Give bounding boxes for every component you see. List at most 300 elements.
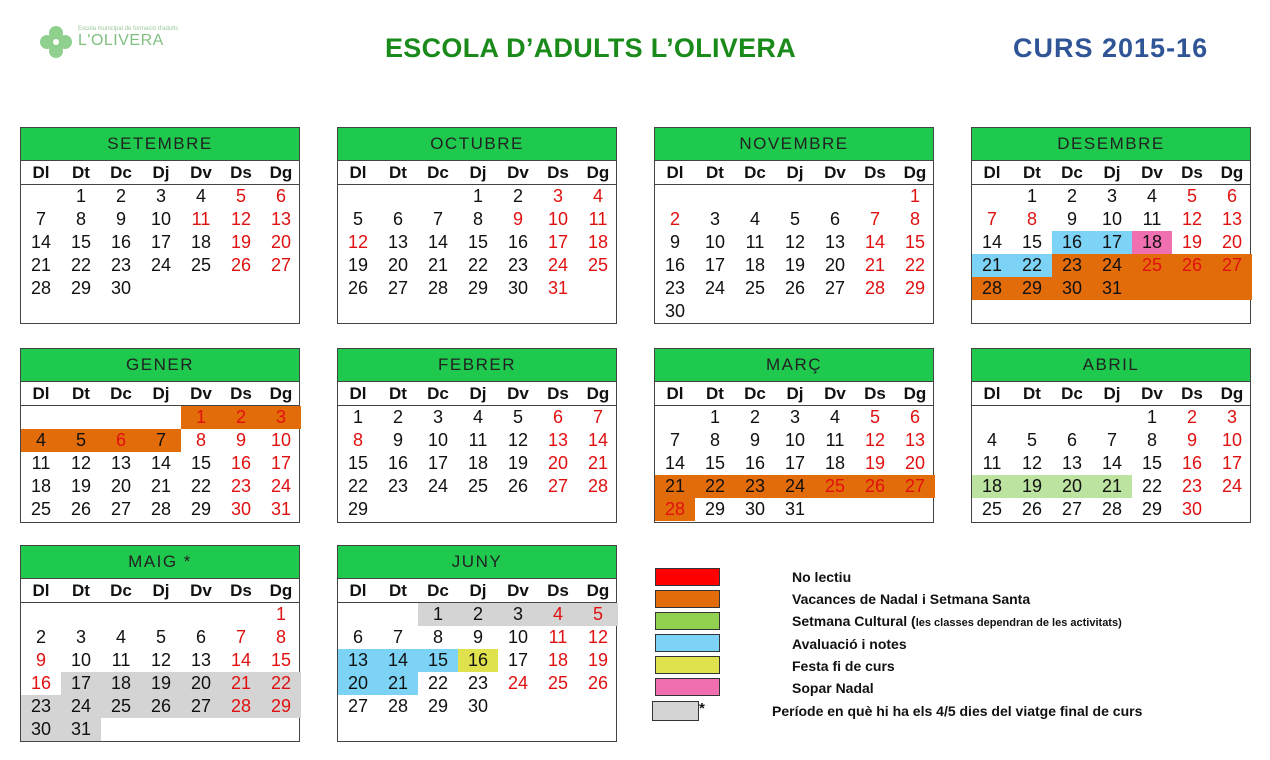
weekday-label: Dg	[1220, 384, 1244, 403]
day-cell: 1	[709, 407, 720, 427]
month-abril	[971, 348, 1251, 523]
day-cell: 17	[784, 453, 806, 473]
empty-cell	[458, 498, 498, 521]
day-cell: 16	[664, 255, 686, 275]
month-març	[654, 348, 934, 523]
day-cell: 10	[784, 430, 806, 450]
month-title: ABRIL	[972, 349, 1250, 382]
day-cell: 16	[744, 453, 766, 473]
weekday-label: Dl	[32, 581, 50, 600]
weekday-label: Dl	[349, 384, 367, 403]
weekday-label: Dj	[469, 163, 487, 182]
day-cell: 11	[548, 627, 568, 647]
empty-cell	[1052, 406, 1092, 429]
day-cell: 12	[347, 232, 369, 252]
weekday-label: Dv	[190, 163, 212, 182]
weekday-label: Dv	[1141, 384, 1163, 403]
day-cell: 16	[458, 649, 498, 672]
weekday-label: Dc	[427, 581, 449, 600]
day-cell: 21	[150, 476, 172, 496]
day-cell: 27	[895, 475, 935, 498]
weekday-label: Dv	[190, 384, 212, 403]
month-title: JUNY	[338, 546, 616, 579]
day-cell: 19	[70, 476, 92, 496]
day-cell: 22	[467, 255, 489, 275]
empty-cell	[1092, 406, 1132, 429]
day-cell: 21	[30, 255, 52, 275]
day-cell: 30	[110, 278, 132, 298]
day-cell: 24	[150, 255, 172, 275]
day-cell: 19	[507, 453, 529, 473]
day-cell: 24	[61, 695, 101, 718]
day-cell: 10	[427, 430, 449, 450]
day-cell: 31	[1092, 277, 1132, 300]
day-cell: 27	[547, 476, 569, 496]
day-cell: 8	[275, 627, 286, 647]
day-grid	[21, 406, 299, 521]
day-cell: 25	[981, 499, 1003, 519]
day-cell: 1	[418, 603, 458, 626]
day-cell: 18	[101, 672, 141, 695]
day-cell: 20	[387, 255, 409, 275]
day-cell: 9	[669, 232, 680, 252]
day-cell: 3	[1226, 407, 1237, 427]
day-cell: 3	[155, 186, 166, 206]
day-cell: 8	[1026, 209, 1037, 229]
day-cell: 21	[972, 254, 1012, 277]
weekday-label: Dt	[1023, 384, 1041, 403]
day-cell: 11	[825, 430, 845, 450]
day-cell: 7	[669, 430, 680, 450]
day-cell: 29	[427, 696, 449, 716]
day-cell: 12	[70, 453, 92, 473]
day-cell: 1	[275, 604, 286, 624]
empty-cell	[895, 498, 935, 521]
weekday-header	[21, 579, 299, 603]
day-cell: 4	[829, 407, 840, 427]
weekday-label: Dl	[349, 581, 367, 600]
day-cell: 2	[392, 407, 403, 427]
weekday-label: Dj	[152, 581, 170, 600]
empty-cell	[578, 277, 618, 300]
day-cell: 16	[230, 453, 252, 473]
day-cell: 18	[1132, 231, 1172, 254]
day-grid	[338, 185, 616, 300]
day-cell: 1	[1146, 407, 1157, 427]
day-cell: 3	[552, 186, 563, 206]
weekday-label: Dt	[72, 581, 90, 600]
empty-cell	[695, 185, 735, 208]
day-cell: 17	[507, 650, 529, 670]
day-cell: 24	[270, 476, 292, 496]
day-cell: 9	[749, 430, 760, 450]
day-cell: 30	[21, 718, 61, 741]
day-cell: 12	[1021, 453, 1043, 473]
day-cell: 23	[21, 695, 61, 718]
empty-cell	[1212, 277, 1252, 300]
day-cell: 2	[35, 627, 46, 647]
day-cell: 29	[190, 499, 212, 519]
day-cell: 27	[181, 695, 221, 718]
weekday-label: Dt	[706, 384, 724, 403]
day-grid	[338, 603, 616, 718]
weekday-label: Dc	[110, 384, 132, 403]
weekday-label: Dc	[744, 384, 766, 403]
day-cell: 20	[1221, 232, 1243, 252]
day-cell: 13	[824, 232, 846, 252]
empty-cell	[695, 300, 735, 323]
day-cell: 28	[972, 277, 1012, 300]
weekday-label: Ds	[547, 581, 569, 600]
weekday-header	[972, 382, 1250, 406]
day-cell: 29	[261, 695, 301, 718]
weekday-label: Ds	[230, 384, 252, 403]
day-cell: 20	[1052, 475, 1092, 498]
day-cell: 17	[1092, 231, 1132, 254]
day-cell: 28	[587, 476, 609, 496]
day-cell: 21	[587, 453, 609, 473]
day-cell: 19	[230, 232, 252, 252]
weekday-label: Dl	[666, 163, 684, 182]
legend-star: *	[699, 700, 705, 717]
legend-label-no-lectiu: No lectiu	[792, 569, 852, 585]
empty-cell	[181, 603, 221, 626]
empty-cell	[855, 498, 895, 521]
logo-tagline: Escola municipal de formació d'adults	[78, 26, 179, 32]
day-cell: 13	[110, 453, 132, 473]
day-cell: 30	[467, 696, 489, 716]
day-cell: 29	[467, 278, 489, 298]
day-cell: 9	[1066, 209, 1077, 229]
day-cell: 25	[1132, 254, 1172, 277]
empty-cell	[418, 185, 458, 208]
weekday-label: Ds	[547, 163, 569, 182]
day-cell: 9	[235, 430, 246, 450]
empty-cell	[141, 406, 181, 429]
day-cell: 7	[432, 209, 443, 229]
day-cell: 10	[150, 209, 172, 229]
legend-swatch-sopar	[655, 678, 720, 696]
weekday-label: Dg	[269, 163, 293, 182]
day-cell: 28	[1101, 499, 1123, 519]
empty-cell	[261, 277, 301, 300]
empty-cell	[1132, 277, 1172, 300]
month-title: OCTUBRE	[338, 128, 616, 161]
empty-cell	[338, 603, 378, 626]
day-cell: 14	[30, 232, 52, 252]
month-title: NOVEMBRE	[655, 128, 933, 161]
weekday-label: Dc	[427, 163, 449, 182]
day-cell: 10	[1101, 209, 1123, 229]
day-cell: 12	[150, 650, 172, 670]
day-cell: 11	[982, 453, 1002, 473]
day-grid	[338, 406, 616, 521]
day-cell: 24	[704, 278, 726, 298]
day-cell: 18	[190, 232, 212, 252]
day-cell: 28	[221, 695, 261, 718]
weekday-header	[338, 382, 616, 406]
day-cell: 18	[467, 453, 489, 473]
empty-cell	[538, 695, 578, 718]
month-desembre	[971, 127, 1251, 324]
day-cell: 31	[270, 499, 292, 519]
day-cell: 19	[864, 453, 886, 473]
day-cell: 9	[35, 650, 46, 670]
legend-cultural-main: Setmana Cultural (	[792, 613, 916, 629]
day-cell: 31	[547, 278, 569, 298]
weekday-label: Dj	[786, 163, 804, 182]
day-cell: 26	[230, 255, 252, 275]
day-cell: 13	[387, 232, 409, 252]
day-cell: 14	[230, 650, 252, 670]
empty-cell	[972, 185, 1012, 208]
day-cell: 12	[587, 627, 609, 647]
day-cell: 20	[181, 672, 221, 695]
empty-cell	[21, 406, 61, 429]
day-cell: 17	[150, 232, 172, 252]
weekday-header	[338, 161, 616, 185]
day-cell: 13	[270, 209, 292, 229]
weekday-label: Dv	[1141, 163, 1163, 182]
day-cell: 8	[75, 209, 86, 229]
day-cell: 1	[909, 186, 920, 206]
empty-cell	[498, 695, 538, 718]
day-cell: 5	[155, 627, 166, 647]
day-cell: 5	[869, 407, 880, 427]
month-novembre	[654, 127, 934, 324]
day-cell: 9	[1186, 430, 1197, 450]
day-cell: 24	[1092, 254, 1132, 277]
legend-swatch-setmana-cultural	[655, 612, 720, 630]
day-cell: 27	[347, 696, 369, 716]
day-cell: 20	[338, 672, 378, 695]
empty-cell	[578, 498, 618, 521]
month-title: GENER	[21, 349, 299, 382]
day-cell: 3	[789, 407, 800, 427]
empty-cell	[261, 718, 301, 741]
empty-cell	[141, 277, 181, 300]
day-cell: 23	[387, 476, 409, 496]
day-cell: 7	[869, 209, 880, 229]
weekday-label: Ds	[1181, 163, 1203, 182]
day-cell: 24	[1221, 476, 1243, 496]
day-cell: 15	[270, 650, 292, 670]
day-cell: 15	[70, 232, 92, 252]
legend-swatch-festa	[655, 656, 720, 674]
weekday-label: Dl	[983, 163, 1001, 182]
day-cell: 26	[587, 673, 609, 693]
weekday-label: Dc	[1061, 384, 1083, 403]
empty-cell	[101, 603, 141, 626]
weekday-label: Dt	[72, 163, 90, 182]
weekday-header	[972, 161, 1250, 185]
weekday-label: Dv	[190, 581, 212, 600]
day-cell: 3	[709, 209, 720, 229]
day-cell: 14	[664, 453, 686, 473]
weekday-label: Dt	[706, 163, 724, 182]
day-cell: 31	[61, 718, 101, 741]
day-cell: 17	[704, 255, 726, 275]
day-cell: 22	[427, 673, 449, 693]
day-cell: 21	[427, 255, 449, 275]
day-cell: 15	[347, 453, 369, 473]
day-cell: 6	[1226, 186, 1237, 206]
empty-cell	[181, 718, 221, 741]
day-cell: 23	[507, 255, 529, 275]
day-cell: 5	[61, 429, 101, 452]
day-cell: 14	[1101, 453, 1123, 473]
day-cell: 14	[427, 232, 449, 252]
day-cell: 9	[115, 209, 126, 229]
day-cell: 1	[472, 186, 483, 206]
day-cell: 16	[110, 232, 132, 252]
day-cell: 3	[1106, 186, 1117, 206]
day-cell: 5	[578, 603, 618, 626]
day-cell: 7	[1106, 430, 1117, 450]
day-cell: 10	[507, 627, 529, 647]
empty-cell	[378, 498, 418, 521]
day-cell: 11	[468, 430, 488, 450]
day-cell: 16	[387, 453, 409, 473]
weekday-label: Dv	[507, 384, 529, 403]
day-cell: 13	[547, 430, 569, 450]
legend-cultural-note: les classes dependran de les activitats)	[915, 617, 1122, 629]
day-cell: 17	[427, 453, 449, 473]
day-cell: 3	[432, 407, 443, 427]
month-juny	[337, 545, 617, 742]
empty-cell	[815, 300, 855, 323]
weekday-label: Ds	[864, 384, 886, 403]
weekday-label: Dg	[269, 384, 293, 403]
day-cell: 27	[1061, 499, 1083, 519]
weekday-label: Dc	[1061, 163, 1083, 182]
day-cell: 24	[775, 475, 815, 498]
day-cell: 26	[784, 278, 806, 298]
empty-cell	[101, 406, 141, 429]
weekday-label: Dt	[389, 163, 407, 182]
day-cell: 20	[270, 232, 292, 252]
day-cell: 23	[664, 278, 686, 298]
empty-cell	[101, 718, 141, 741]
weekday-label: Ds	[547, 384, 569, 403]
legend-label-avaluacio: Avaluació i notes	[792, 636, 907, 652]
day-cell: 10	[547, 209, 569, 229]
day-cell: 22	[1012, 254, 1052, 277]
day-cell: 29	[1012, 277, 1052, 300]
empty-cell	[181, 277, 221, 300]
month-title: MAIG *	[21, 546, 299, 579]
day-cell: 1	[181, 406, 221, 429]
day-cell: 14	[587, 430, 609, 450]
day-cell: 2	[221, 406, 261, 429]
day-cell: 25	[190, 255, 212, 275]
month-title: SETEMBRE	[21, 128, 299, 161]
weekday-label: Dc	[110, 163, 132, 182]
empty-cell	[815, 185, 855, 208]
day-cell: 8	[195, 430, 206, 450]
day-grid	[21, 185, 299, 300]
day-cell: 27	[270, 255, 292, 275]
day-grid	[972, 185, 1250, 300]
weekday-label: Ds	[230, 581, 252, 600]
empty-cell	[972, 406, 1012, 429]
day-cell: 23	[230, 476, 252, 496]
day-cell: 7	[592, 407, 603, 427]
day-cell: 3	[75, 627, 86, 647]
month-setembre	[20, 127, 300, 324]
day-cell: 1	[75, 186, 86, 206]
day-cell: 22	[695, 475, 735, 498]
day-cell: 6	[275, 186, 286, 206]
day-cell: 11	[111, 650, 131, 670]
day-cell: 2	[749, 407, 760, 427]
weekday-label: Dv	[507, 163, 529, 182]
day-cell: 28	[427, 278, 449, 298]
day-cell: 5	[1186, 186, 1197, 206]
empty-cell	[141, 603, 181, 626]
day-cell: 20	[904, 453, 926, 473]
day-cell: 1	[352, 407, 363, 427]
clover-icon	[38, 24, 74, 60]
day-cell: 5	[789, 209, 800, 229]
day-cell: 15	[418, 649, 458, 672]
day-cell: 22	[347, 476, 369, 496]
day-cell: 18	[972, 475, 1012, 498]
day-cell: 28	[864, 278, 886, 298]
empty-cell	[221, 718, 261, 741]
day-cell: 22	[904, 255, 926, 275]
day-cell: 6	[552, 407, 563, 427]
legend-swatch-vacances	[655, 590, 720, 608]
weekday-label: Dg	[586, 384, 610, 403]
day-cell: 9	[472, 627, 483, 647]
weekday-label: Dt	[389, 384, 407, 403]
weekday-header	[655, 382, 933, 406]
school-logo	[38, 22, 179, 62]
weekday-label: Dl	[983, 384, 1001, 403]
day-cell: 7	[141, 429, 181, 452]
day-cell: 20	[110, 476, 132, 496]
day-cell: 23	[735, 475, 775, 498]
day-cell: 27	[110, 499, 132, 519]
empty-cell	[815, 498, 855, 521]
weekday-header	[338, 579, 616, 603]
day-cell: 8	[472, 209, 483, 229]
weekday-label: Dj	[469, 581, 487, 600]
day-cell: 25	[547, 673, 569, 693]
day-cell: 23	[110, 255, 132, 275]
month-title: FEBRER	[338, 349, 616, 382]
empty-cell	[61, 406, 101, 429]
day-cell: 12	[864, 430, 886, 450]
day-cell: 5	[235, 186, 246, 206]
day-cell: 10	[704, 232, 726, 252]
empty-cell	[418, 498, 458, 521]
weekday-header	[655, 161, 933, 185]
empty-cell	[655, 406, 695, 429]
day-cell: 28	[150, 499, 172, 519]
day-cell: 17	[61, 672, 101, 695]
day-cell: 25	[744, 278, 766, 298]
day-cell: 26	[347, 278, 369, 298]
day-cell: 12	[1181, 209, 1203, 229]
day-cell: 29	[904, 278, 926, 298]
weekday-header	[21, 382, 299, 406]
day-cell: 31	[784, 499, 806, 519]
empty-cell	[221, 603, 261, 626]
day-cell: 26	[507, 476, 529, 496]
day-cell: 14	[378, 649, 418, 672]
